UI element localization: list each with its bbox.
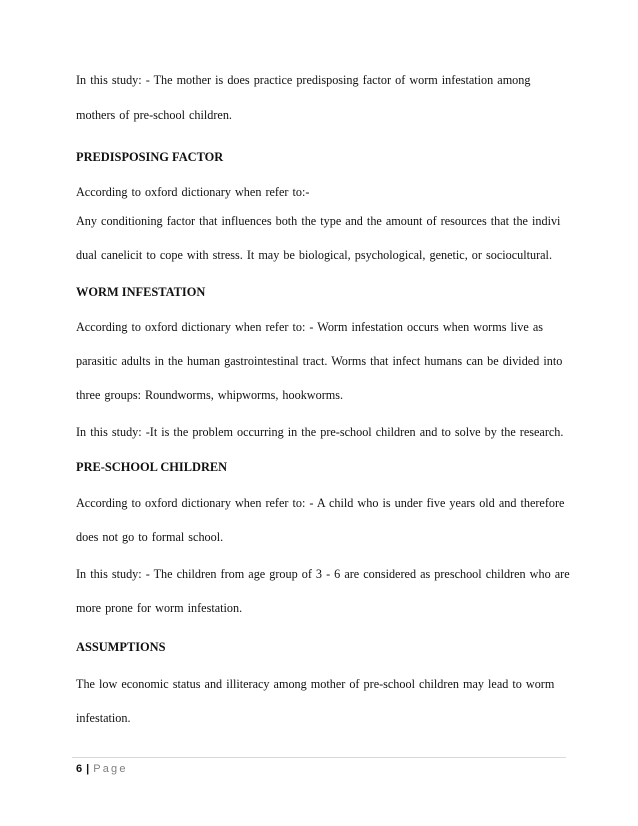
footer-separator: | bbox=[86, 763, 90, 775]
page-footer bbox=[76, 762, 128, 776]
body-line-14: The low economic status and illiteracy among mother of pre-school children may lead to worm bbox=[76, 677, 555, 691]
page-label: Page bbox=[93, 763, 128, 775]
body-line-5: dual canelicit to cope with stress. It may be biological, psychological, genetic, or sociocultural. bbox=[76, 248, 552, 262]
body-line-6: According to oxford dictionary when refer to: - Worm infestation occurs when worms live as bbox=[76, 320, 543, 334]
body-line-13: more prone for worm infestation. bbox=[76, 601, 243, 615]
heading-assumptions: ASSUMPTIONS bbox=[76, 640, 166, 654]
body-line-2: mothers of pre-school children. bbox=[76, 108, 232, 122]
heading-worm-infestation: WORM INFESTATION bbox=[76, 285, 206, 299]
page-number: 6 bbox=[76, 763, 83, 775]
body-line-3: According to oxford dictionary when refer to:- bbox=[76, 185, 310, 199]
body-line-7: parasitic adults in the human gastrointestinal tract. Worms that infect humans can be divided into bbox=[76, 354, 563, 368]
body-line-11: does not go to formal school. bbox=[76, 530, 224, 544]
body-line-10: According to oxford dictionary when refer to: - A child who is under five years old and therefore bbox=[76, 496, 565, 510]
body-line-12: In this study: - The children from age group of 3 - 6 are considered as preschool children who are bbox=[76, 567, 570, 581]
heading-pre-school-children: PRE-SCHOOL CHILDREN bbox=[76, 460, 228, 474]
body-line-9: In this study: -It is the problem occurring in the pre-school children and to solve by the research. bbox=[76, 425, 564, 439]
body-line-4: Any conditioning factor that influences both the type and the amount of resources that the indivi bbox=[76, 214, 561, 228]
body-line-1: In this study: - The mother is does practice predisposing factor of worm infestation among bbox=[76, 73, 531, 87]
body-line-8: three groups: Roundworms, whipworms, hookworms. bbox=[76, 388, 344, 402]
heading-predisposing-factor: PREDISPOSING FACTOR bbox=[76, 150, 224, 164]
footer-divider bbox=[72, 757, 566, 758]
body-line-15: infestation. bbox=[76, 711, 131, 725]
